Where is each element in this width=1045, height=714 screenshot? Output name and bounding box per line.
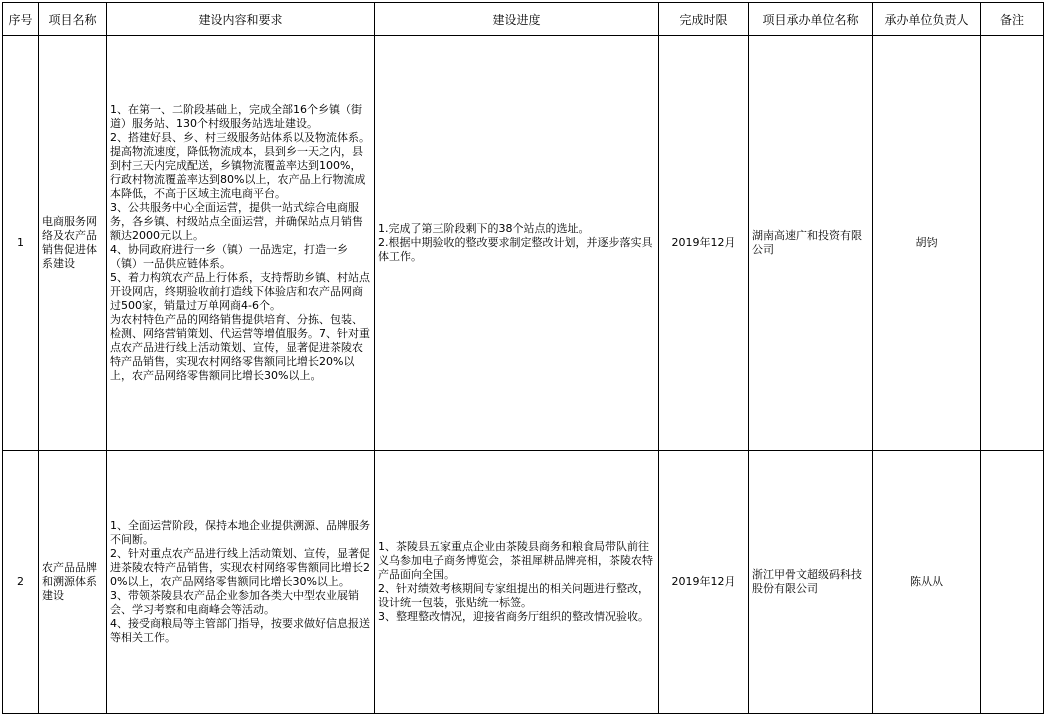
row-project-name: 农产品品牌和溯源体系建设: [39, 451, 107, 714]
table-row: [3, 451, 1044, 714]
project-table: [2, 2, 1044, 714]
header-project-name: 项目名称: [39, 3, 107, 36]
header-content: 建设内容和要求: [107, 3, 375, 36]
header-row: [3, 3, 1044, 36]
row-deadline: 2019年12月: [659, 451, 749, 714]
row-leader: 陈从从: [873, 451, 981, 714]
header-leader: 承办单位负责人: [873, 3, 981, 36]
row-remark: [981, 36, 1044, 451]
row-unit: 湖南高速广和投资有限公司: [749, 36, 873, 451]
row-progress: 1、茶陵县五家重点企业由茶陵县商务和粮食局带队前往义乌参加电子商务博览会，茶祖犀耕品牌亮相，茶陵农特产品面向全国。 2、针对绩效考核期间专家组提出的相关问题进行整改，设计统一包装，张贴统一标签。 3、整理整改情况，迎接省商务厅组织的整改情况验收。: [375, 451, 659, 714]
row-content: 1、全面运营阶段，保持本地企业提供溯源、品牌服务不间断。 2、针对重点农产品进行线上活动策划、宣传，显著促进茶陵农特产品销售，实现农村网络零售额同比增长20%以上，农产品网络零售额同比增长30%以上。 3、带领茶陵县农产品企业参加各类大中型农业展销会、学习考察和电商峰会等活动。 4、接受商粮局等主管部门指导，按要求做好信息报送等相关工作。: [107, 451, 375, 714]
row-unit: 浙江甲骨文超级码科技股份有限公司: [749, 451, 873, 714]
row-deadline: 2019年12月: [659, 36, 749, 451]
row-progress: 1.完成了第三阶段剩下的38个站点的选址。 2.根据中期验收的整改要求制定整改计划，并逐步落实具体工作。: [375, 36, 659, 451]
header-seq: 序号: [3, 3, 39, 36]
row-seq: 2: [3, 451, 39, 714]
row-content: 1、在第一、二阶段基础上，完成全部16个乡镇（街道）服务站、130个村级服务站选址建设。 2、搭建好县、乡、村三级服务站体系以及物流体系。提高物流速度，降低物流成本，县到乡一天之内，县到村三天内完成配送，乡镇物流覆盖率达到100%，行政村物流覆盖率达到80%以上，农产品上行物流成本降低，不高于区域主流电商平台。 3、公共服务中心全面运营，提供一站式综合电商服务，各乡镇、村级站点全面运营，并确保站点月销售额达2000元以上。 4、协同政府进行一乡（镇）一品选定，打造一乡（镇）一品供应链体系。 5、着力构筑农产品上行体系，支持帮助乡镇、村站点开设网店，终期验收前打造线下体验店和农产品网商过500家，销量过万单网商4-6个。 为农村特色产品的网络销售提供培育、分拣、包装、检测、网络营销策划、代运营等增值服务。7、针对重点农产品进行线上活动策划、宣传，显著促进茶陵农特产品销售，实现农村网络零售额同比增长20%以上，农产品网络零售额同比增长30%以上。: [107, 36, 375, 451]
row-seq: 1: [3, 36, 39, 451]
header-progress: 建设进度: [375, 3, 659, 36]
header-unit: 项目承办单位名称: [749, 3, 873, 36]
row-project-name: 电商服务网络及农产品销售促进体系建设: [39, 36, 107, 451]
header-deadline: 完成时限: [659, 3, 749, 36]
row-remark: [981, 451, 1044, 714]
row-leader: 胡钧: [873, 36, 981, 451]
table-row: [3, 36, 1044, 451]
header-remark: 备注: [981, 3, 1044, 36]
